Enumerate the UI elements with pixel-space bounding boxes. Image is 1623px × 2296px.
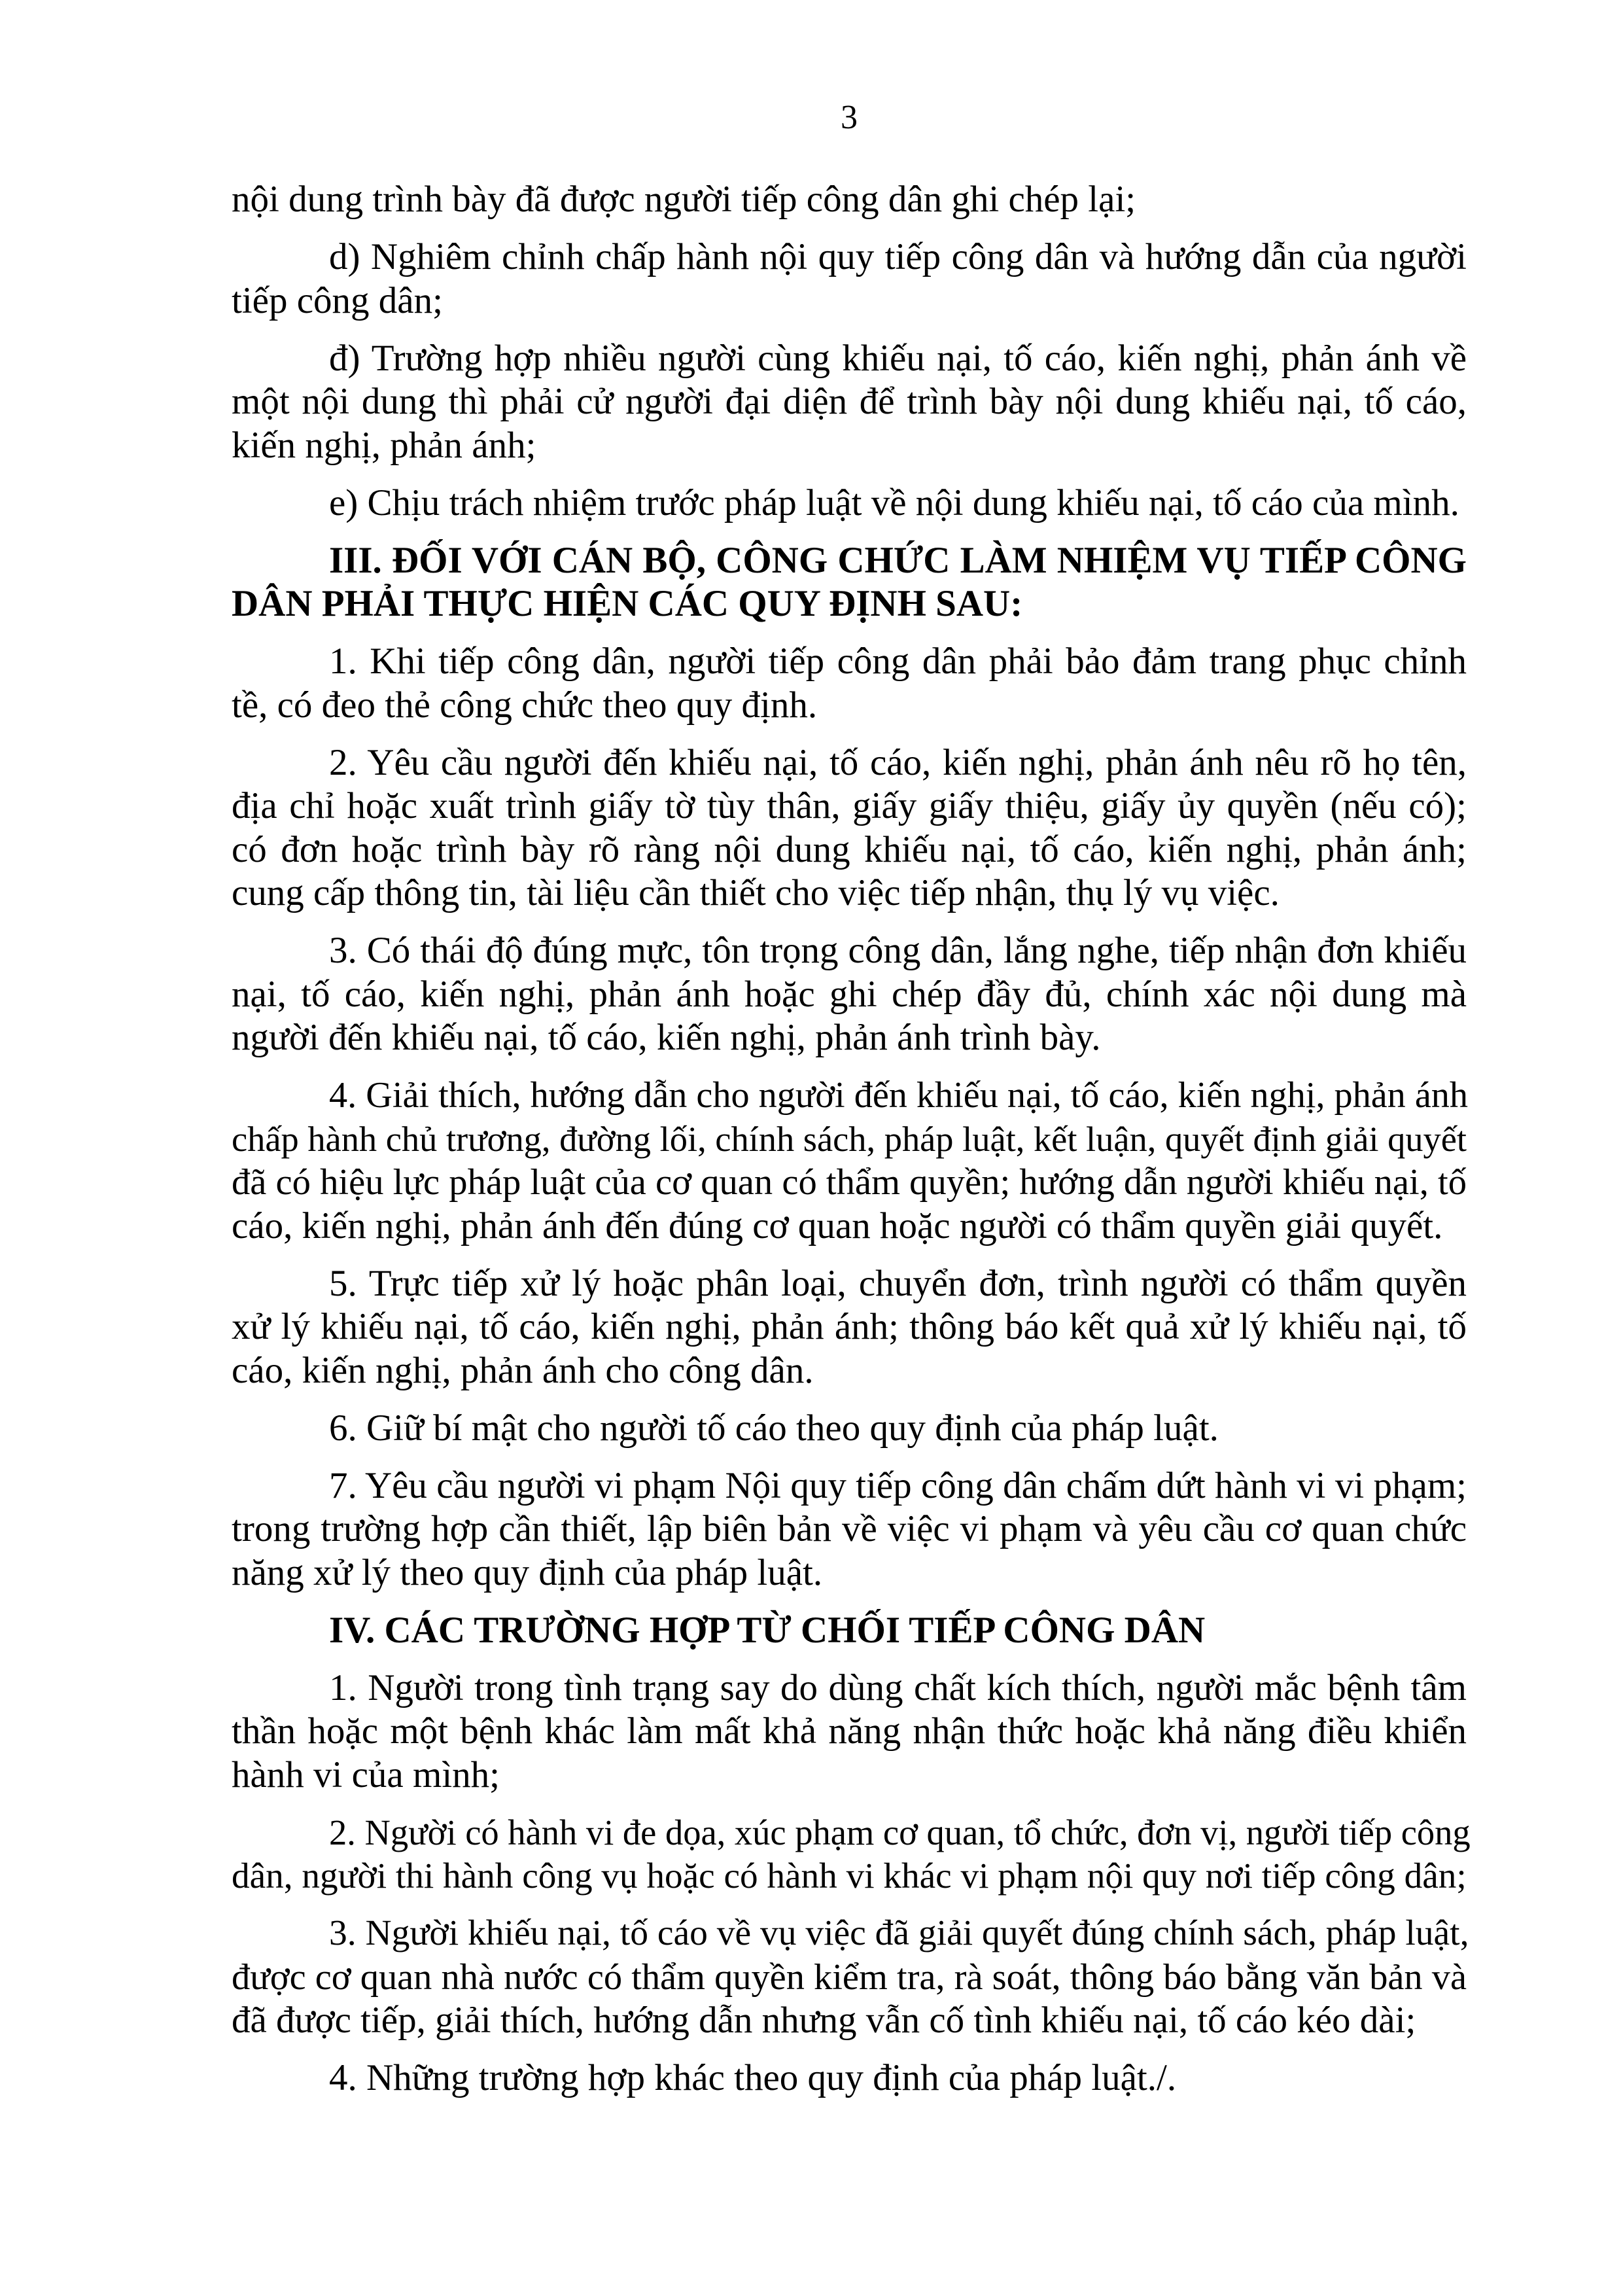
text-line: kiến nghị, phản ánh; [232, 424, 536, 466]
text-line: cáo, kiến nghị, phản ánh cho công dân. [232, 1349, 814, 1391]
text-line: III. ĐỐI VỚI CÁN BỘ, CÔNG CHỨC LÀM NHIỆM VỤ TIẾP CÔNG [329, 539, 1467, 581]
text-line: tiếp công dân; [232, 279, 443, 321]
text-line: năng xử lý theo quy định của pháp luật. [232, 1551, 823, 1593]
text-line: được cơ quan nhà nước có thẩm quyền kiểm tra, rà soát, thông báo bằng văn bản và [232, 1956, 1467, 1998]
text-line: một nội dung thì phải cử người đại diện để trình bày nội dung khiếu nại, tố cáo, [232, 381, 1467, 422]
text-line: địa chỉ hoặc xuất trình giấy tờ tùy thân, giấy giấy thiệu, giấy ủy quyền (nếu có); [232, 785, 1467, 826]
paragraph [232, 1464, 1467, 1595]
text-line: IV. CÁC TRƯỜNG HỢP TỪ CHỐI TIẾP CÔNG DÂN [329, 1609, 1206, 1651]
text-line: d) Nghiêm chỉnh chấp hành nội quy tiếp công dân và hướng dẫn của người [329, 236, 1467, 277]
paragraph [232, 1407, 1467, 1451]
text-line: dân, người thi hành công vụ hoặc có hành vi khác vi phạm nội quy nơi tiếp công dân; [232, 1856, 1467, 1896]
text-line: e) Chịu trách nhiệm trước pháp luật về nội dung khiếu nại, tố cáo của mình. [329, 482, 1459, 523]
text-line: 5. Trực tiếp xử lý hoặc phân loại, chuyển đơn, trình người có thẩm quyền [329, 1262, 1467, 1304]
text-line: hành vi của mình; [232, 1754, 500, 1795]
paragraph [232, 640, 1467, 727]
paragraph [232, 1811, 1471, 1898]
text-line: thần hoặc một bệnh khác làm mất khả năng nhận thức hoặc khả năng điều khiển [232, 1710, 1467, 1752]
paragraph [232, 2057, 1467, 2100]
text-line: 3. Người khiếu nại, tố cáo về vụ việc đã giải quyết đúng chính sách, pháp luật, [329, 1913, 1469, 1953]
paragraph [232, 1912, 1467, 2043]
text-line: 2. Yêu cầu người đến khiếu nại, tố cáo, kiến nghị, phản ánh nêu rõ họ tên, [329, 741, 1467, 783]
text-line: đ) Trường hợp nhiều người cùng khiếu nại, tố cáo, kiến nghị, phản ánh về [329, 337, 1467, 379]
text-line: chấp hành chủ trương, đường lối, chính sách, pháp luật, kết luận, quyết định giải quyết [232, 1118, 1467, 1159]
text-line: cung cấp thông tin, tài liệu cần thiết cho việc tiếp nhận, thụ lý vụ việc. [232, 872, 1280, 913]
section-heading [232, 539, 1467, 626]
paragraph [232, 741, 1467, 915]
text-line: trong trường hợp cần thiết, lập biên bản về việc vi phạm và yêu cầu cơ quan chức [232, 1508, 1467, 1549]
paragraph [232, 1262, 1467, 1393]
text-line: cáo, kiến nghị, phản ánh đến đúng cơ quan hoặc người có thẩm quyền giải quyết. [232, 1205, 1443, 1246]
text-line: đã được tiếp, giải thích, hướng dẫn nhưng vẫn cố tình khiếu nại, tố cáo kéo dài; [232, 2000, 1416, 2041]
paragraph [232, 337, 1467, 468]
text-line: đã có hiệu lực pháp luật của cơ quan có thẩm quyền; hướng dẫn người khiếu nại, tố [232, 1162, 1467, 1203]
text-line: người đến khiếu nại, tố cáo, kiến nghị, phản ánh trình bày. [232, 1017, 1101, 1058]
text-line: có đơn hoặc trình bày rõ ràng nội dung khiếu nại, tố cáo, kiến nghị, phản ánh; [232, 828, 1467, 870]
paragraph [232, 1667, 1467, 1797]
text-line: 3. Có thái độ đúng mực, tôn trọng công dân, lắng nghe, tiếp nhận đơn khiếu [329, 930, 1467, 971]
paragraph [232, 1074, 1467, 1248]
section-heading [232, 1609, 1467, 1653]
paragraph [232, 236, 1467, 323]
page-number: 3 [841, 99, 858, 136]
paragraph [232, 178, 1467, 222]
text-line: 2. Người có hành vi đe dọa, xúc phạm cơ quan, tổ chức, đơn vị, người tiếp công [329, 1812, 1471, 1852]
text-line: 4. Giải thích, hướng dẫn cho người đến khiếu nại, tố cáo, kiến nghị, phản ánh [329, 1075, 1468, 1116]
text-line: 1. Khi tiếp công dân, người tiếp công dân phải bảo đảm trang phục chỉnh [329, 641, 1467, 682]
text-line: 6. Giữ bí mật cho người tố cáo theo quy định của pháp luật. [329, 1407, 1219, 1449]
paragraph [232, 929, 1467, 1060]
text-line: 4. Những trường hợp khác theo quy định của pháp luật./. [329, 2057, 1177, 2098]
text-line: nại, tố cáo, kiến nghị, phản ánh hoặc ghi chép đầy đủ, chính xác nội dung mà [232, 973, 1467, 1015]
text-line: tề, có đeo thẻ công chức theo quy định. [232, 684, 818, 726]
text-line: nội dung trình bày đã được người tiếp công dân ghi chép lại; [232, 179, 1136, 220]
text-line: xử lý khiếu nại, tố cáo, kiến nghị, phản ánh; thông báo kết quả xử lý khiếu nại, tố [232, 1306, 1467, 1347]
text-line: DÂN PHẢI THỰC HIỆN CÁC QUY ĐỊNH SAU: [232, 583, 1023, 624]
document-body [232, 178, 1471, 2114]
text-line: 7. Yêu cầu người vi phạm Nội quy tiếp công dân chấm dứt hành vi vi phạm; [329, 1464, 1467, 1506]
paragraph [232, 482, 1467, 525]
text-line: 1. Người trong tình trạng say do dùng chất kích thích, người mắc bệnh tâm [329, 1667, 1467, 1708]
